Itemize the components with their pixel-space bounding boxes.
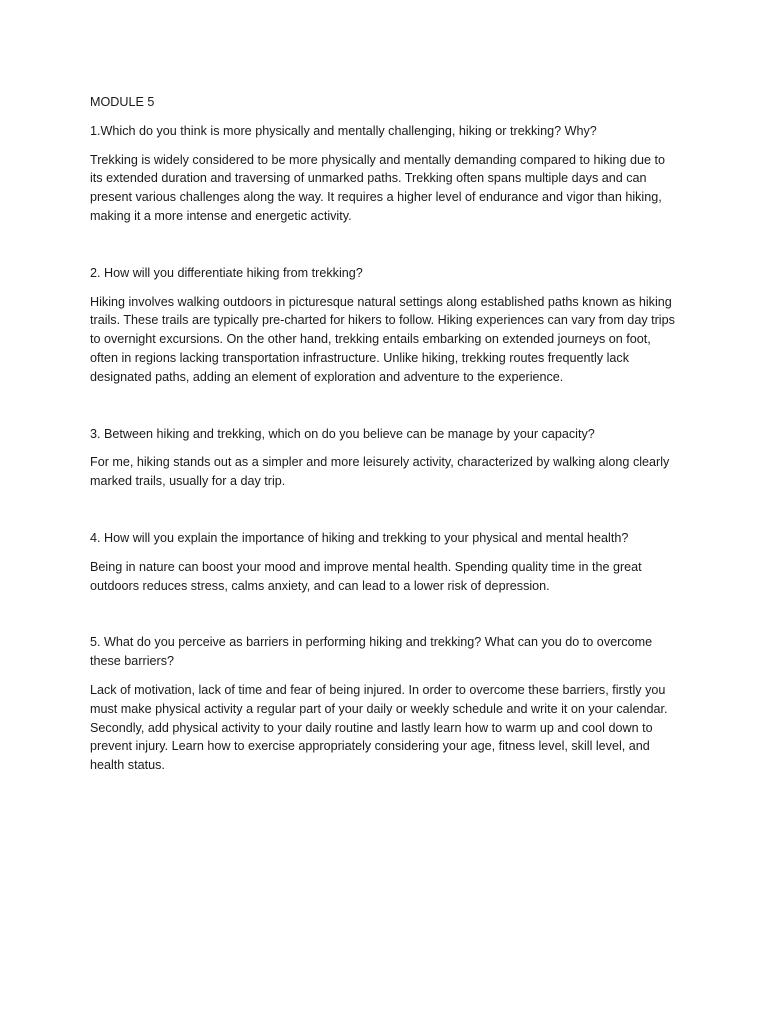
answer-3: For me, hiking stands out as a simpler and more leisurely activity, characterized by walking along clearly marked trails, usually for a day trip. [90, 455, 670, 489]
answer-4: Being in nature can boost your mood and improve mental health. Spending quality time in the great outdoors reduces stress, calms anxiety, and can lead to a lower risk of depression. [90, 559, 642, 593]
qa-item-3 [90, 425, 680, 491]
qa-item-5 [90, 633, 680, 775]
question-4: 4. How will you explain the importance of hiking and trekking to your physical and mental health? [90, 530, 629, 545]
qa-item-2 [90, 264, 680, 387]
question-2: 2. How will you differentiate hiking from trekking? [90, 265, 363, 280]
question-1: 1.Which do you think is more physically and mentally challenging, hiking or trekking? Why? [90, 123, 597, 138]
question-5: 5. What do you perceive as barriers in performing hiking and trekking? What can you do to overcome these barriers? [90, 635, 653, 669]
module-title: MODULE 5 [90, 95, 155, 109]
answer-1: Trekking is widely considered to be more physically and mentally demanding compared to hiking due to its extended duration and traversing of unmarked paths. Trekking often spans multiple days and can present various challenges along the way. It requires a higher level of endurance and vigor than hiking, making it a more intense and energetic activity. [90, 152, 665, 223]
answer-5: Lack of motivation, lack of time and fear of being injured. In order to overcome these barriers, firstly you must make physical activity a regular part of your daily or weekly schedule and write it on your calendar. Secondly, add physical activity to your daily routine and lastly learn how to warm up and cool down to prevent injury. Learn how to exercise appropriately considering your age, fitness level, skill level, and health status. [90, 682, 668, 773]
question-3: 3. Between hiking and trekking, which on do you believe can be manage by your capacity? [90, 426, 595, 441]
answer-2: Hiking involves walking outdoors in picturesque natural settings along established paths known as hiking trails. These trails are typically pre-charted for hikers to follow. Hiking experiences can vary from day trips to overnight excursions. On the other hand, trekking entails embarking on extended journeys on foot, often in regions lacking transportation infrastructure. Unlike hiking, trekking routes frequently lack designated paths, adding an element of exploration and adventure to the experience. [90, 294, 675, 384]
qa-item-1 [90, 122, 680, 226]
qa-item-4 [90, 529, 680, 595]
document-body [90, 93, 680, 804]
